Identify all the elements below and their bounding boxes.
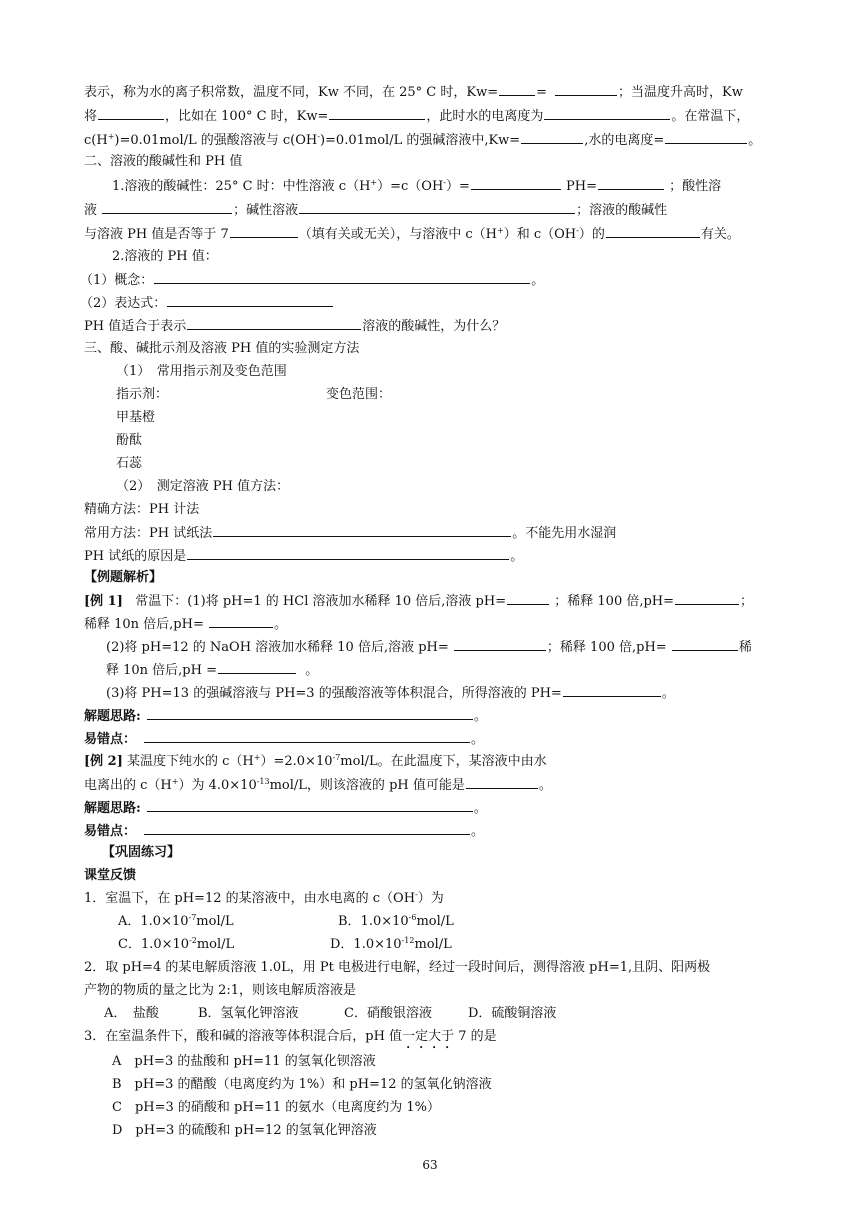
- option-2d[interactable]: D．硫酸铜溶液: [468, 1006, 557, 1021]
- text: ；酸性溶: [669, 179, 722, 194]
- superscript: -6: [408, 913, 417, 922]
- kw-line-3: [84, 130, 761, 150]
- option-1d[interactable]: [330, 935, 452, 955]
- emphasis-text: 一定大于: [402, 1029, 455, 1044]
- text: PH 值适合于表示: [84, 319, 187, 334]
- expression-line: [80, 293, 334, 313]
- blank[interactable]: [329, 106, 425, 120]
- text: ；稀释 100 倍,pH=: [554, 594, 675, 609]
- text: 某温度下纯水的 c（H: [127, 754, 254, 769]
- label: 易错点：: [84, 732, 137, 747]
- text: 。在常温下，: [671, 109, 750, 124]
- text: 。: [661, 686, 675, 701]
- example-2-line-1: [例 2] 某温度下纯水的 $c(H^+)=2.0\times 10^{-7}mol/L$。在此温度下，某溶液中由水: [84, 753, 547, 769]
- question-3: [84, 1027, 497, 1047]
- text: ，此时水的电离度为: [426, 109, 544, 124]
- concept-line: [80, 270, 544, 290]
- superscript: -7: [188, 913, 197, 922]
- superscript: -: [317, 132, 320, 141]
- text: (3)将 PH=13 的强碱溶液与 PH=3 的强酸溶液等体积混合，所得溶液的 PH=: [106, 686, 562, 701]
- text: 表示，称为水的离子积常数，温度不同，Kw 不同，在 25° C 时，Kw=: [84, 85, 499, 100]
- feedback-heading: 课堂反馈: [84, 868, 137, 883]
- blank[interactable]: [218, 660, 296, 674]
- label: 解题思路:: [84, 801, 141, 816]
- kw-line-1: [84, 82, 743, 102]
- text: 与溶液 PH 值是否等于 7: [84, 227, 229, 242]
- text: ；当温度升高时，Kw: [618, 85, 743, 100]
- text: )=0.01mol/L 的强碱溶液中,Kw=: [319, 133, 521, 148]
- example-1-line-1: [84, 591, 753, 611]
- page-number: 63: [422, 1158, 438, 1172]
- kw-line-2: [84, 106, 749, 126]
- option-1b[interactable]: [338, 912, 454, 932]
- text: 。: [473, 709, 487, 724]
- blank[interactable]: [154, 270, 530, 284]
- indicator-item: 石蕊: [116, 456, 143, 471]
- example-2-line-2: 电离出的 c（H+）为 $4.0\times 10^{-13}mol/L$，则该溶液的 pH 值可能是 。: [84, 777, 552, 793]
- text: ）=2.0×10: [260, 754, 333, 769]
- superscript: -13: [256, 777, 270, 786]
- text: C．1.0×10: [118, 937, 190, 952]
- subheading: （1） 常用指示剂及变色范围: [116, 364, 287, 379]
- text: (2)将 pH=12 的 NaOH 溶液加水稀释 10 倍后,溶液 pH=: [106, 640, 449, 655]
- section-heading: 二、溶液的酸碱性和 PH 值: [84, 154, 243, 169]
- blank[interactable]: [102, 200, 232, 214]
- acidity-line-2: [84, 200, 667, 220]
- blank[interactable]: [299, 200, 575, 214]
- option-2c[interactable]: C．硝酸银溶液: [344, 1006, 432, 1021]
- text: 。: [473, 801, 487, 816]
- example-label: [例 1]: [84, 594, 123, 609]
- text: 稀: [738, 640, 752, 655]
- superscript: -7: [332, 753, 341, 762]
- text: ）为: [417, 891, 444, 906]
- blank[interactable]: [606, 224, 700, 238]
- text: PH 试纸的原因是: [84, 549, 187, 564]
- question-2-line-2: 产物的物质的量之比为 2:1，则该电解质溶液是: [84, 983, 357, 998]
- text: 常用方法：PH 试纸法: [84, 526, 213, 541]
- blank[interactable]: [598, 176, 664, 190]
- idea-line: [84, 798, 487, 818]
- text: mol/L。在此温度下，某溶液中由水: [340, 754, 547, 769]
- blank[interactable]: [675, 591, 739, 605]
- blank[interactable]: [563, 683, 661, 697]
- indicator-item: 甲基橙: [116, 410, 156, 425]
- option-2b[interactable]: B．氢氧化钾溶液: [198, 1006, 299, 1021]
- text: ）为 4.0×10: [178, 778, 257, 793]
- question-2-line-1: 2．取 pH=4 的某电解质溶液 1.0L，用 Pt 电极进行电解，经过一段时间后，测得溶液 pH=1,且阴、阳两极: [84, 960, 711, 975]
- blank[interactable]: [672, 637, 738, 651]
- text: mol/L: [414, 937, 452, 952]
- text: 将: [84, 109, 98, 124]
- range-label: 变色范围：: [326, 387, 392, 402]
- examples-heading: 【例题解析】: [84, 570, 163, 585]
- text: 电离出的 c（H: [84, 778, 172, 793]
- text: ）和 c（OH: [503, 227, 577, 242]
- mistake-line: [84, 821, 484, 841]
- text: 1．室温下，在 pH=12 的某溶液中，由水电离的 c（OH: [84, 891, 416, 906]
- example-1-line-2: [84, 614, 287, 634]
- text: （2）表达式：: [80, 296, 167, 311]
- text: 液: [84, 203, 98, 218]
- example-1-line-3: [106, 637, 752, 657]
- label: 解题思路:: [84, 709, 141, 724]
- blank[interactable]: [209, 614, 273, 628]
- text: ；碱性溶液: [233, 203, 299, 218]
- blank[interactable]: [144, 821, 470, 835]
- text: ；稀释 100 倍,pH=: [546, 640, 667, 655]
- example-1-line-4: [106, 660, 318, 680]
- option-1c[interactable]: [118, 935, 234, 955]
- text: A．1.0×10: [118, 914, 189, 929]
- text: ；: [740, 594, 754, 609]
- acidity-line-1: 1.溶液的酸碱性：25° C 时：中性溶液 c（H+）=c（OH-）= PH= ；酸性溶: [112, 178, 722, 194]
- text: ）=: [446, 179, 470, 194]
- text: 。不能先用水湿润: [512, 526, 617, 541]
- text: 。: [510, 549, 524, 564]
- blank[interactable]: [167, 293, 333, 307]
- blank[interactable]: [454, 637, 546, 651]
- text: ；溶液的酸碱性: [576, 203, 668, 218]
- superscript: -2: [189, 936, 197, 945]
- blank[interactable]: [147, 798, 473, 812]
- text: mol/L，则该溶液的 pH 值可能是: [269, 778, 465, 793]
- text: 1.溶液的酸碱性：25° C 时：中性溶液 c（H: [112, 179, 371, 194]
- example-label: [例 2]: [84, 754, 123, 769]
- example-1-line-5: [106, 683, 675, 703]
- practice-heading: 【巩固练习】: [102, 845, 181, 860]
- option-2a[interactable]: A． 盐酸: [104, 1006, 159, 1021]
- blank[interactable]: [147, 706, 473, 720]
- blank[interactable]: [98, 106, 164, 120]
- text: D．1.0×10: [330, 937, 402, 952]
- subheading: 2.溶液的 PH 值：: [112, 249, 218, 264]
- section-heading: 三、酸、碱批示剂及溶液 PH 值的实验测定方法: [84, 341, 360, 356]
- option-3c[interactable]: C pH=3 的硝酸和 pH=11 的氨水（电离度约为 1%）: [112, 1100, 441, 1115]
- mistake-line: [84, 729, 484, 749]
- acidity-line-3: 与溶液 PH 值是否等于 7 （填有关或无关），与溶液中 c（H+）和 c（OH-）的 有关。: [84, 226, 740, 242]
- text: PH=: [566, 179, 598, 194]
- text: 。: [471, 732, 485, 747]
- blank[interactable]: [471, 176, 561, 190]
- option-3b[interactable]: B pH=3 的醋酸（电离度约为 1%）和 pH=12 的氢氧化钠溶液: [112, 1077, 492, 1092]
- text: 。: [274, 617, 288, 632]
- text: 3．在室温条件下，酸和碱的溶液等体积混合后，pH 值: [84, 1029, 403, 1044]
- text: =: [536, 85, 547, 100]
- common-method: [84, 523, 616, 543]
- text: 释 10n 倍后,pH =: [106, 663, 217, 678]
- blank[interactable]: [213, 523, 511, 537]
- text: 溶液的酸碱性，为什么？: [362, 319, 506, 334]
- option-3a[interactable]: A pH=3 的盐酸和 pH=11 的氢氧化钡溶液: [112, 1054, 376, 1069]
- text: 。: [531, 273, 545, 288]
- idea-line: [84, 706, 487, 726]
- blank[interactable]: [555, 82, 617, 96]
- text: （填有关或无关），与溶液中 c（H: [298, 227, 498, 242]
- blank[interactable]: [665, 130, 747, 144]
- option-1a[interactable]: [118, 912, 234, 932]
- blank[interactable]: [144, 729, 470, 743]
- text: 。: [538, 778, 552, 793]
- blank[interactable]: [466, 775, 538, 789]
- question-1: 1．室温下，在 pH=12 的某溶液中，由水电离的 c（OH-）为: [84, 890, 444, 906]
- blank[interactable]: [499, 82, 535, 96]
- text: ，比如在 100° C 时，Kw=: [165, 109, 329, 124]
- text: ）=c（OH: [377, 179, 444, 194]
- text: 。: [305, 663, 319, 678]
- text: （1）概念：: [80, 273, 154, 288]
- reason-line: [84, 546, 523, 566]
- text: 有关。: [700, 227, 740, 242]
- text: ,水的电离度=: [584, 133, 665, 148]
- text: mol/L: [416, 914, 454, 929]
- text: 常温下：(1)将 pH=1 的 HCl 溶液加水稀释 10 倍后,溶液 pH=: [135, 594, 507, 609]
- indicator-item: 酚酞: [116, 433, 143, 448]
- text: 7 的是: [454, 1029, 497, 1044]
- text: ）的: [578, 227, 605, 242]
- blank[interactable]: [507, 591, 549, 605]
- superscript: +: [107, 132, 115, 141]
- text: B．1.0×10: [338, 914, 409, 929]
- suitability-line: [84, 316, 505, 336]
- blank[interactable]: [187, 546, 509, 560]
- superscript: -12: [401, 936, 415, 945]
- text: 稀释 10n 倍后,pH=: [84, 617, 204, 632]
- blank[interactable]: [187, 316, 361, 330]
- blank[interactable]: [230, 224, 298, 238]
- text: c(H: [84, 133, 108, 148]
- text: )=0.01mol/L 的强酸溶液与 c(OH: [114, 133, 318, 148]
- blank[interactable]: [544, 106, 670, 120]
- label: 易错点：: [84, 824, 137, 839]
- precise-method: 精确方法：PH 计法: [84, 502, 200, 517]
- option-3d[interactable]: D pH=3 的硫酸和 pH=12 的氢氧化钾溶液: [112, 1123, 377, 1138]
- text: mol/L: [196, 937, 235, 952]
- subheading: （2） 测定溶液 PH 值方法：: [116, 479, 290, 494]
- text: mol/L: [196, 914, 234, 929]
- text: 。: [748, 133, 762, 148]
- indicator-label: 指示剂：: [116, 387, 169, 402]
- text: 。: [471, 824, 485, 839]
- blank[interactable]: [521, 130, 583, 144]
